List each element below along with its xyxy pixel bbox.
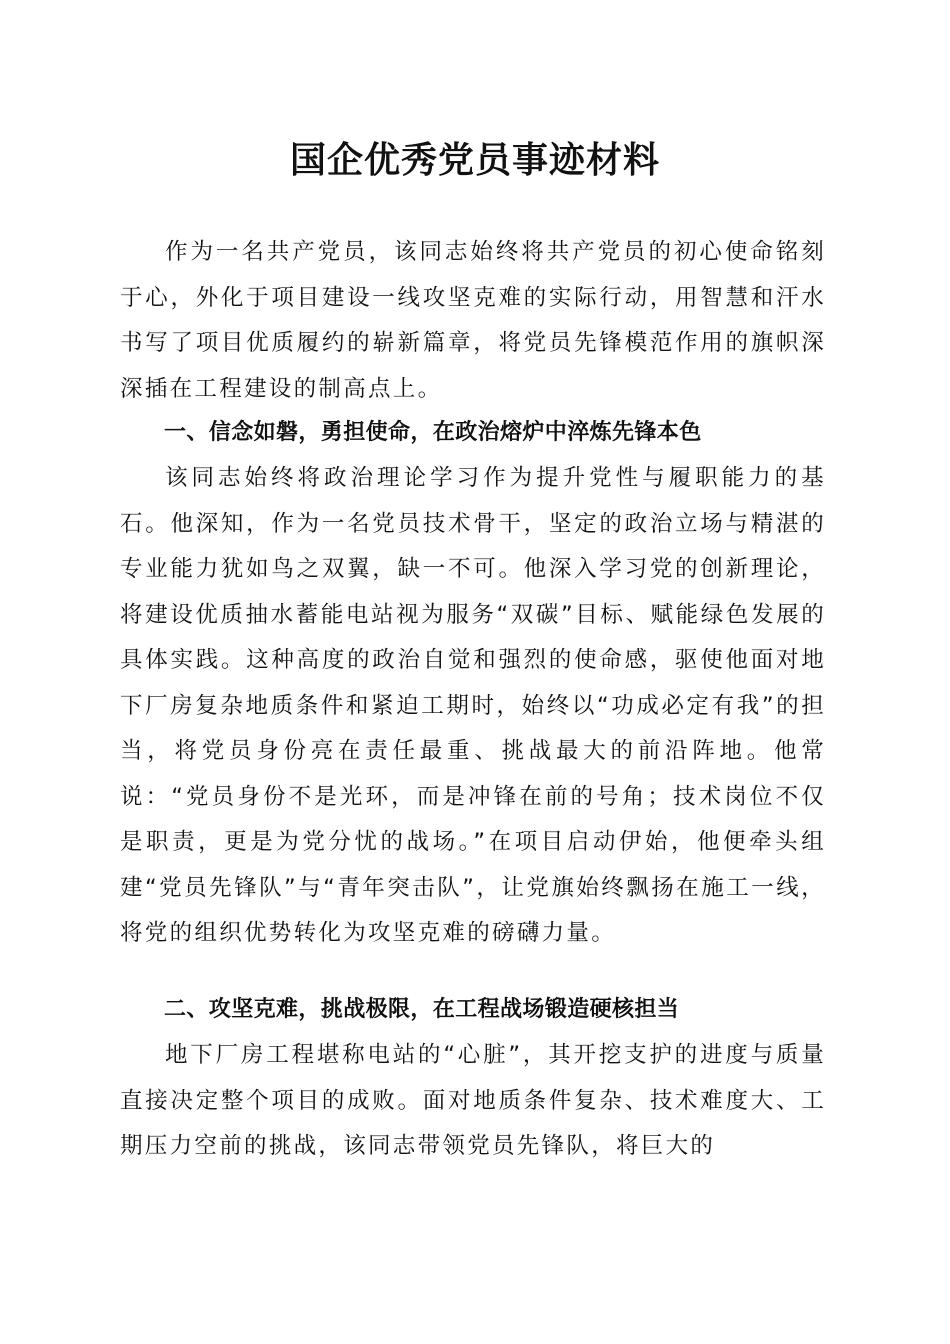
section-1-heading: 一、信念如磐，勇担使命，在政治熔炉中淬炼先锋本色 <box>164 420 702 445</box>
section-2-heading: 二、攻坚克难，挑战极限，在工程战场锻造硬核担当 <box>164 997 680 1022</box>
section-1-paragraph: 该同志始终将政治理论学习作为提升党性与履职能力的基石。他深知，作为一名党员技术骨干，坚定的政治立场与精湛的专业能力犹如鸟之双翼，缺一不可。他深入学习党的创新理论，将建设优质抽水蓄能电站视为服务“双碳”目标、赋能绿色发展的具体实践。这种高度的政治自觉和强烈的使命感，驱使他面对地下厂房复杂地质条件和紧迫工期时，始终以“功成必定有我”的担当，将党员身份亮在责任最重、挑战最大的前沿阵地。他常说：“党员身份不是光环，而是冲锋在前的号角；技术岗位不仅是职责，更是为党分忧的战场。”在项目启动伊始，他便牵头组建“党员先锋队”与“青年突击队”，让党旗始终飘扬在施工一线，将党的组织优势转化为攻坚克难的磅礴力量。 <box>120 465 826 946</box>
intro-paragraph: 作为一名共产党员，该同志始终将共产党员的初心使命铭刻于心，外化于项目建设一线攻坚克难的实际行动，用智慧和汗水书写了项目优质履约的崭新篇章，将党员先锋模范作用的旗帜深深插在工程建设的制高点上。 <box>120 239 826 402</box>
document-title: 国企优秀党员事迹材料 <box>289 139 660 181</box>
section-2-paragraph: 地下厂房工程堪称电站的“心脏”，其开挖支护的进度与质量直接决定整个项目的成败。面对地质条件复杂、技术难度大、工期压力空前的挑战，该同志带领党员先锋队，将巨大的 <box>120 1042 826 1159</box>
